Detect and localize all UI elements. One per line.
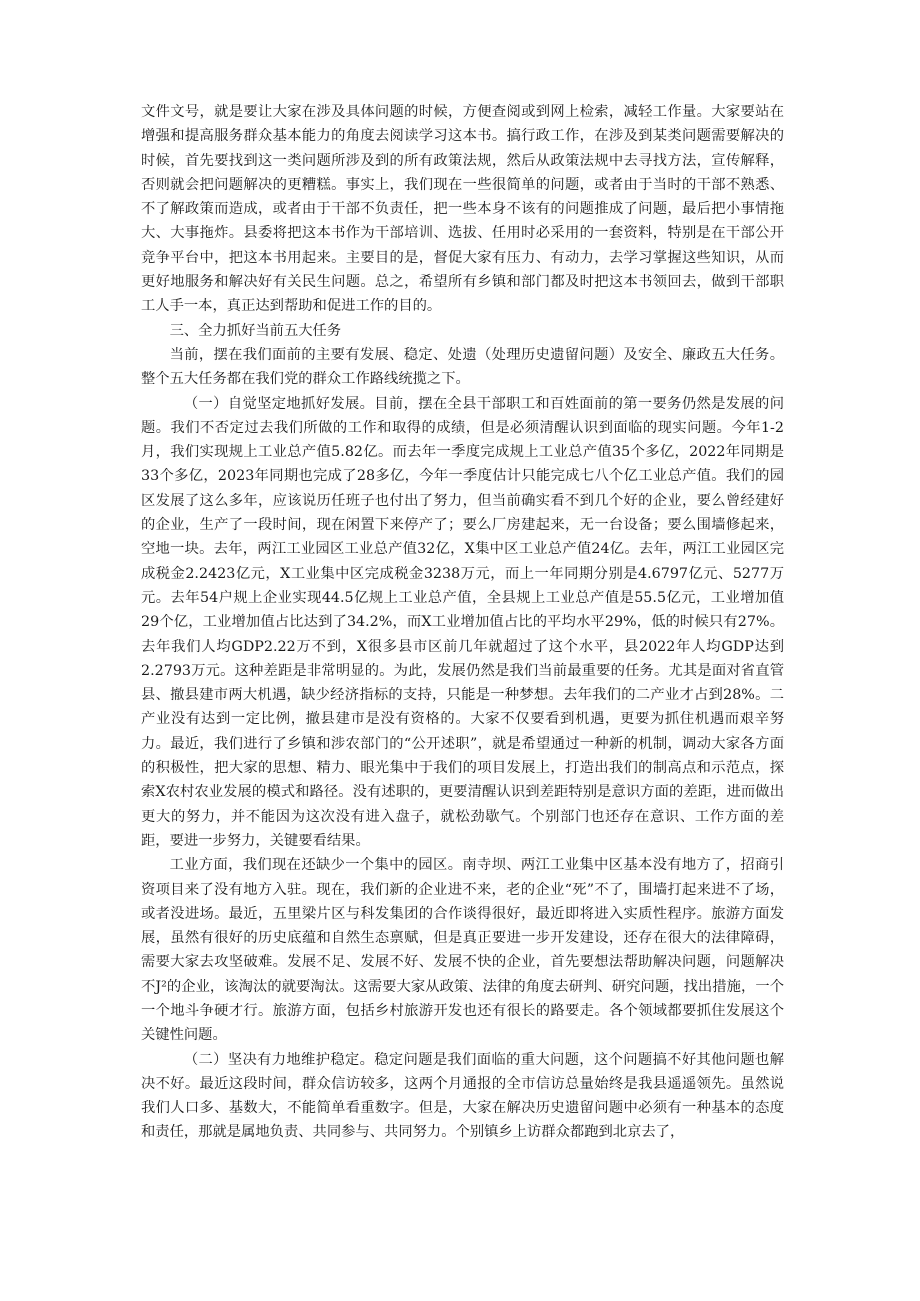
paragraph-intro-continuation: 文件文号，就是要让大家在涉及具体问题的时候，方便查阅或到网上检索，减轻工作量。大家要站在增强和提高服务群众基本能力的角度去阅读学习这本书。搞行政工作，在涉及到某类问题需要解决的时候，首先要找到这一类问题所涉及到的所有政策法规，然后从政策法规中去寻找方法，宣传解释，否则就会把问题解决的更糟糕。事实上，我们现在一些很简单的问题，或者由于当时的干部不熟悉、不了解政策而造成，或者由于干部不负责任，把一些本身不该有的问题推成了问题，最后把小事情拖大、大事拖炸。县委将把这本书作为干部培训、选拔、任用时必采用的一套资料，特别是在干部公开竞争平台中，把这本书用起来。主要目的是，督促大家有压力、有动力，去学习掌握这些知识，从而更好地服务和解决好有关民生问题。总之，希望所有乡镇和部门都及时把这本书领回去，做到干部职工人手一本，真正达到帮助和促进工作的目的。 [141, 104, 784, 315]
section-heading: 三、全力抓好当前五大任务 [169, 322, 342, 339]
paragraph-industry: 工业方面，我们现在还缺少一个集中的园区。南寺坝、两江工业集中区基本没有地方了，招商引资项目来了没有地方入驻。现在，我们新的企业进不来，老的企业“死”不了，围墙打起来进不了场，或者没进场。最近，五里梁片区与科发集团的合作谈得很好，最近即将进入实质性程序。旅游方面发展，虽然有很好的历史底蕴和自然生态禀赋，但是真正要进一步开发建设，还存在很大的法律障碍，需要大家去攻坚破难。发展不足、发展不好、发展不快的企业，首先要想法帮助解决问题，问题解决不J²的企业，该淘汰的就要淘汰。这需要大家从政策、法律的角度去研判、研究问题，找出措施，一个一个地斗争硬才行。旅游方面，包括乡村旅游开发也还有很长的路要走。各个领域都要抓住发展这个关键性问题。 [141, 857, 784, 1044]
paragraph-five-tasks: 当前，摆在我们面前的主要有发展、稳定、处遗（处理历史遗留问题）及安全、廉政五大任务。整个五大任务都在我们党的群众工作路线统揽之下。 [141, 346, 784, 388]
paragraph-stability: （二）坚决有力地维护稳定。稳定问题是我们面临的重大问题，这个问题搞不好其他问题也解决不好。最近这段时间，群众信访较多，这两个月通报的全市信访总量始终是我县遥遥领先。虽然说我们人口多、基数大，不能简单看重数字。但是，大家在解决历史遗留问题中必须有一种基本的态度和责任，那就是属地负责、共同参与、共同努力。个别镇乡上访群众都跑到北京去了， [141, 1051, 784, 1141]
document-body [141, 100, 784, 1145]
paragraph-development: （一）自觉坚定地抓好发展。目前，摆在全县干部职工和百姓面前的第一要务仍然是发展的问题。我们不否定过去我们所做的工作和取得的成绩，但是必须清醒认识到面临的现实问题。今年1-2月，我们实现规上工业总产值5.82亿。而去年一季度完成规上工业总产值35个多亿，2022年同期是33个多亿，2023年同期也完成了28多亿，今年一季度估计只能完成七八个亿工业总产值。我们的园区发展了这么多年，应该说历任班子也付出了努力，但当前确实看不到几个好的企业，要么曾经建好的企业，生产了一段时间，现在闲置下来停产了；要么厂房建起来，无一台设备；要么围墙修起来，空地一块。去年，两江工业园区工业总产值32亿，X集中区工业总产值24亿。去年，两江工业园区完成税金2.2423亿元，X工业集中区完成税金3238万元，而上一年同期分别是4.6797亿元、5277万元。去年54户规上企业实现44.5亿规上工业总产值，全县规上工业总产值是55.5亿元，工业增加值29个亿，工业增加值占比达到了34.2%，而X工业增加值占比的平均水平29%，低的时候只有27%。去年我们人均GDP2.22万不到，X很多县市区前几年就超过了这个水平，县2022年人均GDP达到2.2793万元。这种差距是非常明显的。为此，发展仍然是我们当前最重要的任务。尤其是面对省直管县、撤县建市两大机遇，缺少经济指标的支持，只能是一种梦想。去年我们的二产业才占到28%。二产业没有达到一定比例，撤县建市是没有资格的。大家不仅要看到机遇，更要为抓住机遇而艰辛努力。最近，我们进行了乡镇和涉农部门的“公开述职”，就是希望通过一种新的机制，调动大家各方面的积极性，把大家的思想、精力、眼光集中于我们的项目发展上，打造出我们的制高点和示范点，探索X农村农业发展的模式和路径。没有述职的，更要清醒认识到差距特别是意识方面的差距，进而做出更大的努力，并不能因为这次没有进入盘子，就松劲歇气。个别部门也还存在意识、工作方面的差距，要进一步努力，关键要看结果。 [141, 395, 784, 849]
